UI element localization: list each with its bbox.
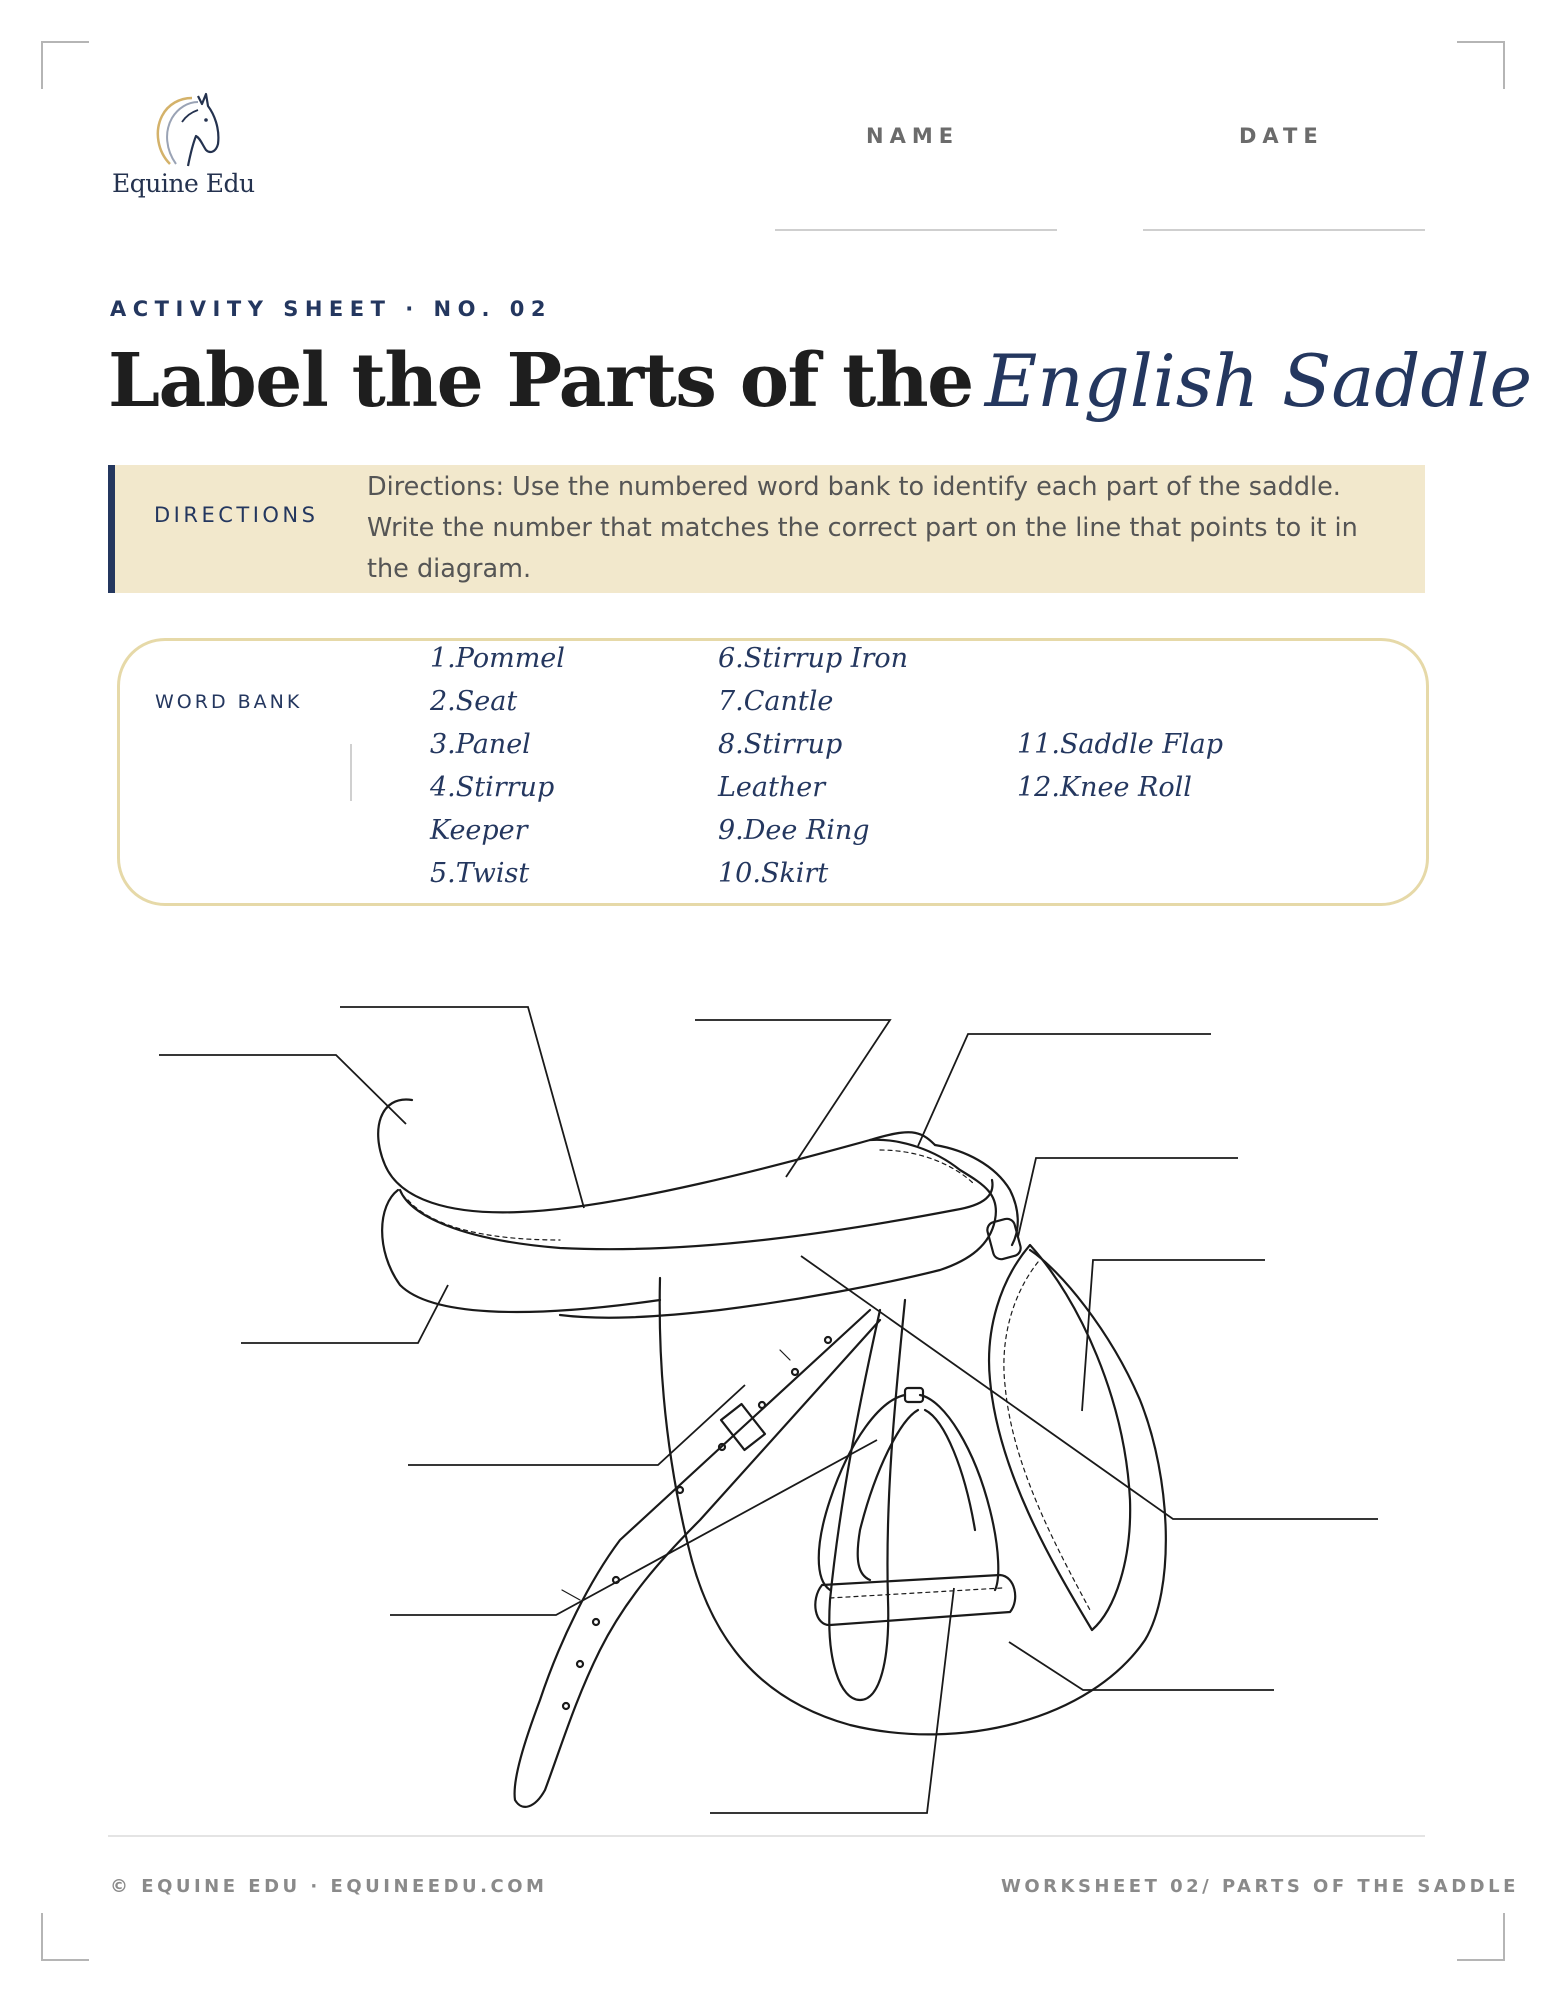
word-bank-item: 9.Dee Ring: [718, 815, 870, 846]
word-bank-column-1: [430, 637, 565, 895]
word-bank-item: 1.Pommel: [430, 643, 565, 674]
cantle-shape: [400, 1180, 993, 1249]
knee-roll-shape: [989, 1245, 1130, 1630]
title-accent: English Saddle: [984, 339, 1533, 423]
directions-text: Directions: Use the numbered word bank to identify each part of the saddle. Write the number that matches the correct part on the line that points to it in the diagram.: [367, 472, 1358, 584]
stirrup-iron-shape: [819, 1395, 999, 1590]
leader-line-11: [1009, 1642, 1274, 1690]
leader-line-12: [710, 1588, 954, 1813]
directions-box: [108, 465, 1425, 593]
saddle-flap-shape: [660, 1250, 1166, 1734]
word-bank-item: 10.Skirt: [718, 858, 829, 889]
date-label: DATE: [1239, 124, 1324, 148]
crop-mark-bottom-left: [41, 1913, 89, 1961]
leader-line-9: [408, 1385, 745, 1465]
footer-divider: [108, 1835, 1425, 1837]
crop-mark-top-right: [1457, 41, 1505, 89]
crop-mark-top-left: [41, 41, 89, 89]
word-bank-item: 7.Cantle: [718, 686, 834, 717]
brand-logo: [108, 92, 258, 212]
activity-eyebrow: ACTIVITY SHEET · NO. 02: [110, 297, 553, 321]
word-bank-item: 4.Stirrup: [430, 772, 555, 803]
word-bank-item: 11.Saddle Flap: [1017, 729, 1224, 760]
footer-worksheet-id: WORKSHEET 02/ PARTS OF THE SADDLE: [1001, 1876, 1519, 1897]
word-bank-item: 5.Twist: [430, 858, 530, 889]
saddle-diagram: [0, 960, 1545, 1840]
word-bank: [117, 638, 1429, 906]
word-bank-label: WORD BANK: [155, 691, 303, 713]
date-field[interactable]: [1143, 229, 1425, 231]
word-bank-item: 2.Seat: [430, 686, 518, 717]
leader-line-3: [695, 1020, 890, 1177]
name-field[interactable]: [775, 229, 1057, 231]
word-bank-item: 3.Panel: [430, 729, 531, 760]
directions-label: DIRECTIONS: [154, 503, 319, 527]
leader-line-8: [241, 1285, 448, 1343]
word-bank-item: Leather: [718, 772, 826, 803]
horse-head-icon: [140, 92, 230, 172]
word-bank-column-3: [1017, 723, 1223, 809]
word-bank-item: 8.Stirrup: [718, 729, 843, 760]
word-bank-divider: [350, 744, 352, 801]
page-title: [108, 338, 1532, 424]
leader-line-4: [918, 1034, 1211, 1146]
stirrup-leather-shape: [829, 1300, 905, 1700]
word-bank-item: Keeper: [430, 815, 528, 846]
title-main: Label the Parts of the: [108, 338, 973, 424]
pommel-shape: [560, 1140, 996, 1318]
leader-line-2: [340, 1007, 584, 1208]
panel-shape: [382, 1190, 660, 1312]
leader-line-1: [159, 1055, 406, 1124]
footer-copyright: © EQUINE EDU · EQUINEEDU.COM: [110, 1876, 548, 1897]
word-bank-item: 12.Knee Roll: [1017, 772, 1192, 803]
leader-line-5: [1018, 1158, 1238, 1237]
name-label: NAME: [866, 124, 960, 148]
brand-name: Equine Edu: [112, 169, 255, 198]
word-bank-item: 6.Stirrup Iron: [718, 643, 909, 674]
seat-shape: [378, 1100, 935, 1213]
crop-mark-bottom-right: [1457, 1913, 1505, 1961]
leader-line-7: [801, 1256, 1378, 1519]
word-bank-column-2: [718, 637, 908, 895]
